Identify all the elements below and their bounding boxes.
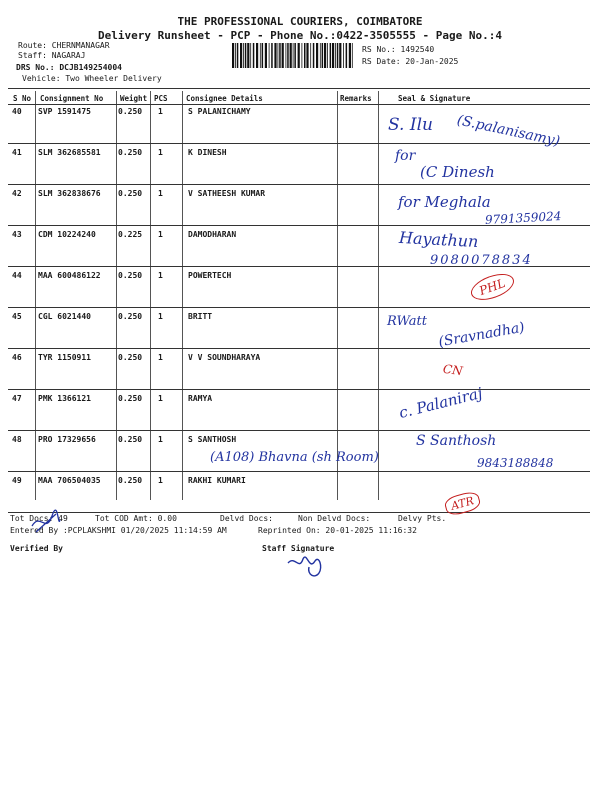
route-label: Route: CHERNMANAGAR <box>18 41 110 50</box>
row-sno: 47 <box>12 394 22 403</box>
row-sno: 45 <box>12 312 22 321</box>
barcode-bar <box>278 43 279 68</box>
barcode-bar <box>332 43 334 68</box>
row-divider <box>8 348 590 349</box>
reprinted-on: Reprinted On: 20-01-2025 11:16:32 <box>258 526 417 535</box>
signature-45: RWatt <box>387 314 427 329</box>
row-consignment-no: CGL 6021440 <box>38 312 91 321</box>
col-consignment: Consignment No <box>40 94 104 103</box>
stamp-46: CN <box>442 361 464 379</box>
vehicle-label: Vehicle: Two Wheeler Delivery <box>22 74 162 83</box>
staff-label: Staff: NAGARAJ <box>18 51 86 60</box>
barcode-bar <box>253 43 255 68</box>
barcode-bar <box>349 43 351 68</box>
signature-43: Hayathun <box>398 227 479 252</box>
rs-date: RS Date: 20-Jan-2025 <box>362 57 459 66</box>
col-sno: S No <box>13 94 32 103</box>
row-sno: 49 <box>12 476 22 485</box>
barcode-bar <box>282 43 284 68</box>
barcode-bar <box>346 43 348 68</box>
signature-42: for Meghala <box>398 193 491 211</box>
row-divider <box>8 512 590 513</box>
row-divider <box>8 430 590 431</box>
phone-42: 9791359024 <box>484 209 562 227</box>
signature-46: (Sravnadha) <box>437 319 526 351</box>
barcode-bar <box>316 43 318 68</box>
barcode-bar <box>302 43 303 68</box>
barcode-bar <box>306 43 308 68</box>
col-weight: Weight <box>120 94 148 103</box>
row-consignment-no: TYR 1150911 <box>38 353 91 362</box>
barcode-bar <box>271 43 273 68</box>
phone-43: 9080078834 <box>430 253 533 268</box>
barcode-bar <box>304 43 306 68</box>
row-sno: 46 <box>12 353 22 362</box>
row-sno: 40 <box>12 107 22 116</box>
row-pcs: 1 <box>158 394 163 403</box>
row-consignee: DAMODHARAN <box>188 230 237 239</box>
total-docs: Tot Docs: 49 <box>10 514 68 523</box>
barcode-bar <box>313 43 315 68</box>
company-name: THE PROFESSIONAL COURIERS, COIMBATORE <box>177 15 423 28</box>
barcode-bar <box>343 43 344 68</box>
row-consignee: S PALANICHAMY <box>188 107 251 116</box>
row-consignment-no: SLM 362685581 <box>38 148 101 157</box>
row-consignment-no: SVP 1591475 <box>38 107 91 116</box>
row-divider <box>8 307 590 308</box>
staff-signature-label: Staff Signature <box>262 544 335 553</box>
barcode-bar <box>330 43 332 68</box>
row-pcs: 1 <box>158 189 163 198</box>
barcode-bar <box>352 43 353 68</box>
barcode-bar <box>260 43 261 68</box>
barcode-bar <box>335 43 336 68</box>
row-sno: 42 <box>12 189 22 198</box>
phone-48: 9843188848 <box>477 456 554 470</box>
column-divider <box>150 91 151 500</box>
col-pcs: PCS <box>154 94 168 103</box>
row-pcs: 1 <box>158 353 163 362</box>
row-consignee: RAMYA <box>188 394 213 403</box>
column-divider <box>35 91 36 500</box>
barcode-bar <box>250 43 251 68</box>
row-divider <box>8 471 590 472</box>
signature-41: (C Dinesh <box>420 163 495 181</box>
row-weight: 0.250 <box>118 353 143 362</box>
entered-by: Entered By :PCPLAKSHMI 01/20/2025 11:14:59 AM <box>10 526 227 535</box>
table-top-rule <box>8 88 590 89</box>
row-consignee: RAKHI KUMARI <box>188 476 246 485</box>
verified-by: Verified By <box>10 544 63 553</box>
column-divider <box>378 91 379 500</box>
row-pcs: 1 <box>158 148 163 157</box>
barcode-bar <box>327 43 328 68</box>
verified-scribble <box>30 508 62 538</box>
delivered-docs: Delvd Docs: <box>220 514 273 523</box>
barcode-bar <box>243 43 244 68</box>
column-divider <box>182 91 183 500</box>
row-consignee: V SATHEESH KUMAR <box>188 189 266 198</box>
row-weight: 0.250 <box>118 107 143 116</box>
row-consignment-no: PMK 1366121 <box>38 394 91 403</box>
col-consignee: Consignee Details <box>186 94 263 103</box>
barcode-bar <box>322 43 324 68</box>
barcode-bar <box>298 43 300 68</box>
barcode-bar <box>294 43 296 68</box>
row-consignment-no: PRO 17329656 <box>38 435 96 444</box>
drs-number: DRS No.: DCJB149254004 <box>16 63 122 72</box>
row-consignee: BRITT <box>188 312 213 321</box>
barcode-bar <box>262 43 264 68</box>
barcode-bar <box>269 43 270 68</box>
row-sno: 41 <box>12 148 22 157</box>
row-consignment-no: MAA 600486122 <box>38 271 101 280</box>
rs-number: RS No.: 1492540 <box>362 45 435 54</box>
barcode-bar <box>256 43 258 68</box>
row-consignment-no: CDM 10224240 <box>38 230 96 239</box>
barcode-bar <box>339 43 341 68</box>
row-pcs: 1 <box>158 230 163 239</box>
barcode-bar <box>240 43 242 68</box>
row-sno: 44 <box>12 271 22 280</box>
row-divider <box>8 389 590 390</box>
signature-47: c. Palaniraj <box>397 383 485 423</box>
for-mark-41: for <box>395 148 416 164</box>
header-rule <box>8 104 590 105</box>
stamp-49: ATR <box>443 490 482 517</box>
col-remarks: Remarks <box>340 94 372 103</box>
row-pcs: 1 <box>158 435 163 444</box>
row-weight: 0.225 <box>118 230 143 239</box>
row-weight: 0.250 <box>118 435 143 444</box>
row-divider <box>8 143 590 144</box>
row-pcs: 1 <box>158 271 163 280</box>
row-weight: 0.250 <box>118 148 143 157</box>
row-consignee: S SANTHOSH <box>188 435 237 444</box>
barcode-bar <box>293 43 294 68</box>
row-pcs: 1 <box>158 312 163 321</box>
barcode <box>232 43 354 68</box>
stamp-44: PHL <box>468 269 517 305</box>
row-pcs: 1 <box>158 107 163 116</box>
row-consignment-no: SLM 362838676 <box>38 189 101 198</box>
signature-40: S. Ilu <box>388 115 433 135</box>
barcode-bar <box>245 43 247 68</box>
non-delivered-docs: Non Delvd Docs: <box>298 514 371 523</box>
row-sno: 48 <box>12 435 22 444</box>
row-divider <box>8 184 590 185</box>
barcode-bar <box>324 43 326 68</box>
signature-40-name: (S.palanisamy) <box>455 112 562 150</box>
barcode-bar <box>237 43 239 68</box>
barcode-bar <box>274 43 276 68</box>
row-weight: 0.250 <box>118 394 143 403</box>
barcode-bar <box>320 43 321 68</box>
delivery-points: Delvy Pts. <box>398 514 447 523</box>
barcode-bar <box>235 43 236 68</box>
staff-signature-scribble <box>285 553 325 581</box>
barcode-bar <box>279 43 281 68</box>
row-weight: 0.250 <box>118 312 143 321</box>
column-divider <box>116 91 117 500</box>
row-consignee: POWERTECH <box>188 271 232 280</box>
row-sno: 43 <box>12 230 22 239</box>
row-weight: 0.250 <box>118 476 143 485</box>
row-weight: 0.250 <box>118 271 143 280</box>
barcode-bar <box>290 43 292 68</box>
row-consignment-no: MAA 706504035 <box>38 476 101 485</box>
total-cod: Tot COD Amt: 0.00 <box>95 514 177 523</box>
barcode-bar <box>247 43 249 68</box>
row-consignee: V V SOUNDHARAYA <box>188 353 261 362</box>
barcode-bar <box>232 43 234 68</box>
row-pcs: 1 <box>158 476 163 485</box>
barcode-bar <box>286 43 287 68</box>
row-weight: 0.250 <box>118 189 143 198</box>
row-consignee: K DINESH <box>188 148 227 157</box>
barcode-bar <box>265 43 267 68</box>
barcode-bar <box>287 43 289 68</box>
col-seal: Seal & Signature <box>398 94 471 103</box>
delivery-note-48: (A108) Bhavna (sh Room) <box>210 450 379 465</box>
barcode-bar <box>337 43 339 68</box>
column-divider <box>337 91 338 500</box>
signature-48: S Santhosh <box>416 433 497 449</box>
runsheet-title: Delivery Runsheet - PCP - Phone No.:0422-3505555 - Page No.:4 <box>98 29 502 42</box>
barcode-bar <box>310 43 311 68</box>
